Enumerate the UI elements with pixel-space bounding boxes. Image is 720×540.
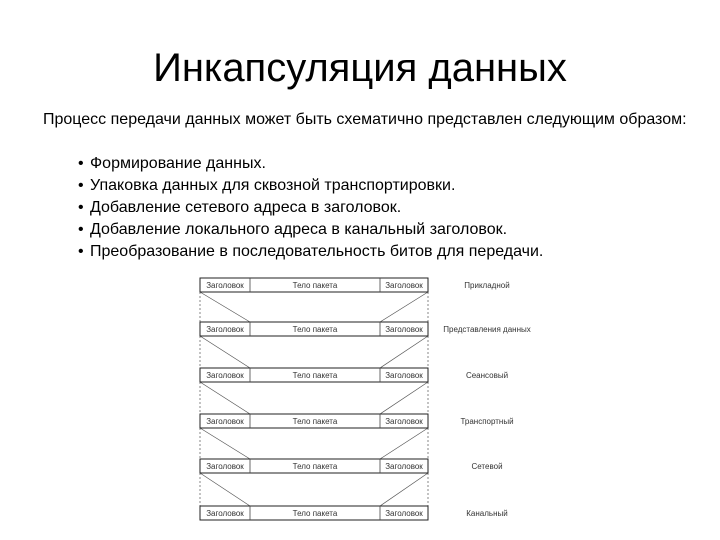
packet-header-label: Заголовок xyxy=(385,417,423,426)
connector-line xyxy=(380,292,428,322)
bullet-glyph: • xyxy=(78,221,84,238)
packet-body-label: Тело пакета xyxy=(292,325,338,334)
bullet-text: Добавление сетевого адреса в заголовок. xyxy=(90,199,402,216)
packet-body-label: Тело пакета xyxy=(292,509,338,518)
packet-header-label: Заголовок xyxy=(385,325,423,334)
bullet-text: Добавление локального адреса в канальный заголовок. xyxy=(90,221,508,238)
bullet-glyph: • xyxy=(78,155,84,172)
bullet-glyph: • xyxy=(78,243,84,260)
connector-line xyxy=(200,473,250,506)
connector-line xyxy=(380,382,428,414)
connector-line xyxy=(200,292,250,322)
layer-label: Транспортный xyxy=(460,417,514,426)
connector-line xyxy=(200,336,250,368)
layer-label: Прикладной xyxy=(464,281,510,290)
packet-body-label: Тело пакета xyxy=(292,281,338,290)
layer-label: Сетевой xyxy=(471,462,503,471)
layer-label: Представления данных xyxy=(443,325,531,334)
packet-header-label: Заголовок xyxy=(385,509,423,518)
packet-header-label: Заголовок xyxy=(385,462,423,471)
packet-header-label: Заголовок xyxy=(206,462,244,471)
connector-line xyxy=(380,473,428,506)
bullet-text: Упаковка данных для сквозной транспортировки. xyxy=(90,177,456,194)
bullet-text: Преобразование в последовательность битов для передачи. xyxy=(90,243,544,260)
layer-label: Сеансовый xyxy=(465,371,509,380)
packet-header-label: Заголовок xyxy=(206,325,244,334)
connector-line xyxy=(380,336,428,368)
bullet-glyph: • xyxy=(78,199,84,216)
packet-body-label: Тело пакета xyxy=(292,371,338,380)
connector-line xyxy=(200,428,250,459)
packet-header-label: Заголовок xyxy=(206,509,244,518)
packet-header-label: Заголовок xyxy=(385,371,423,380)
packet-body-label: Тело пакета xyxy=(292,417,338,426)
packet-header-label: Заголовок xyxy=(385,281,423,290)
connector-line xyxy=(380,428,428,459)
bullet-text: Формирование данных. xyxy=(90,155,266,172)
packet-header-label: Заголовок xyxy=(206,371,244,380)
packet-body-label: Тело пакета xyxy=(292,462,338,471)
packet-header-label: Заголовок xyxy=(206,281,244,290)
bullet-glyph: • xyxy=(78,177,84,194)
connector-line xyxy=(200,382,250,414)
intro-text: Процесс передачи данных может быть схематично представлен следующим образом: xyxy=(43,111,687,128)
packet-header-label: Заголовок xyxy=(206,417,244,426)
layer-label: Канальный xyxy=(466,509,508,518)
slide-title: Инкапсуляция данных xyxy=(153,46,567,90)
